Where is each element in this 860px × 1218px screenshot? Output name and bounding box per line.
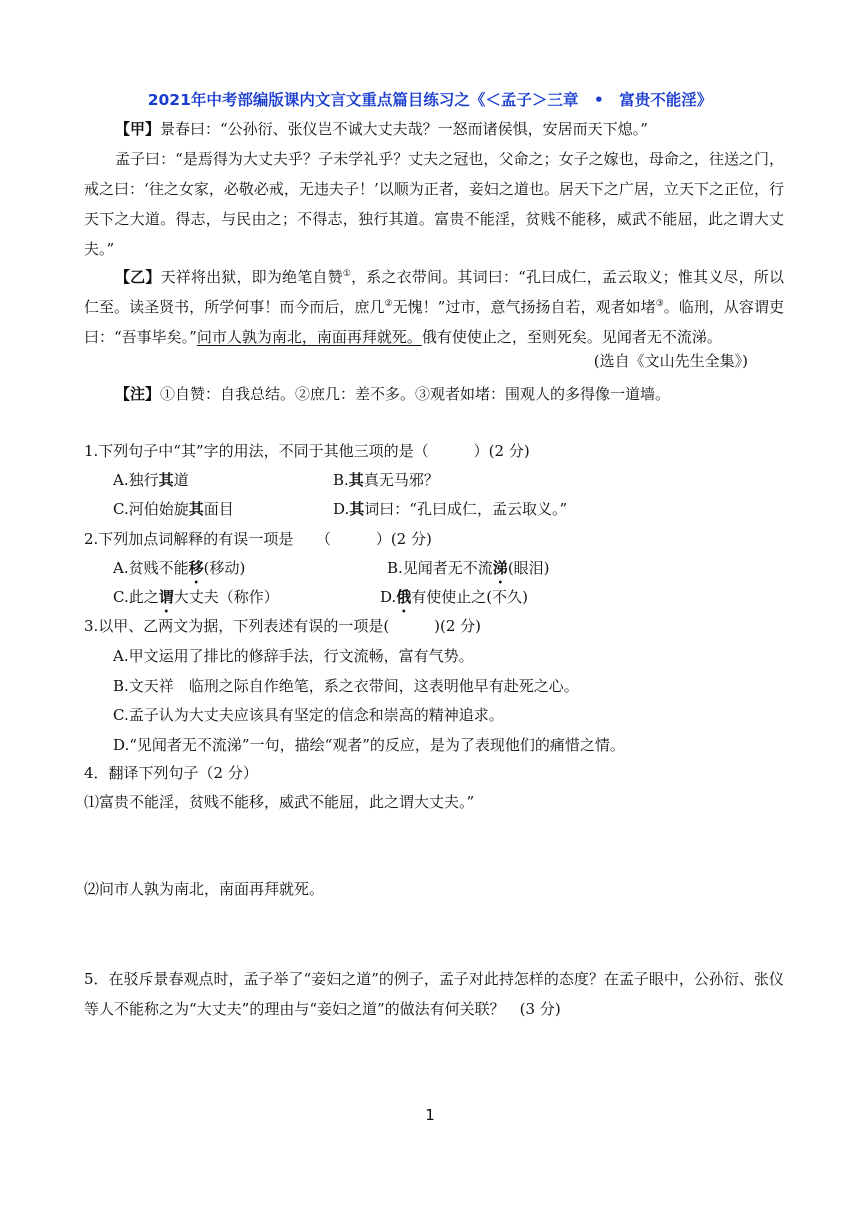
note-text: ①自赞：自我总结。②庶几：差不多。③观者如堵：围观人的多得像一道墙。 bbox=[160, 385, 671, 403]
underlined-sentence: 问市人孰为南北，南面再拜就死。 bbox=[196, 328, 422, 346]
source-citation: (选自《文山先生全集》) bbox=[593, 352, 748, 370]
q3-option-c: C.孟子认为大丈夫应该具有坚定的信念和崇高的精神追求。 bbox=[113, 706, 504, 724]
passage-jia-intro bbox=[84, 114, 784, 144]
q1-option-c: C.河伯始旋其面目 bbox=[113, 500, 234, 518]
label-jia: 【甲】 bbox=[115, 120, 161, 138]
q2-option-d: D.俄有使使止之(不久) bbox=[380, 588, 528, 606]
q1-option-b: B.其真无马邪？ bbox=[333, 471, 439, 489]
q4-sentence-2: ⑵问市人孰为南北，南面再拜就死。 bbox=[84, 880, 325, 898]
document-title: 2021年中考部编版课内文言文重点篇目练习之《＜孟子＞三章 • 富贵不能淫》 bbox=[147, 91, 713, 109]
passage-yi bbox=[84, 262, 784, 352]
page-number: 1 bbox=[425, 1106, 435, 1124]
question-2-stem: 2.下列加点词解释的有误一项是 （ ）(2 分) bbox=[84, 530, 432, 548]
yi-text-4: 。临刑，从容谓吏曰：“吾事毕矣。” bbox=[84, 298, 784, 346]
yi-text-3: 无愧！”过市，意气扬扬自若，观者如堵 bbox=[392, 298, 656, 316]
q4-sentence-1: ⑴富贵不能淫，贫贱不能移，威武不能屈，此之谓大丈夫。” bbox=[84, 793, 475, 811]
question-1-stem: 1.下列句子中“其”字的用法，不同于其他三项的是（ ）(2 分) bbox=[84, 442, 530, 460]
yi-text-5: 俄有使使止之，至则死矣。见闻者无不流涕。 bbox=[421, 328, 722, 346]
q3-option-b: B.文天祥 临刑之际自作绝笔，系之衣带间，这表明他早有赴死之心。 bbox=[113, 677, 579, 695]
q2-option-c: C.此之谓大丈夫（称作） bbox=[113, 588, 279, 606]
q2-option-a: A.贫贱不能移(移动) bbox=[113, 559, 246, 577]
question-4-stem: 4．翻译下列句子（2 分） bbox=[84, 764, 258, 782]
q1-option-d: D.其词曰：“孔曰成仁，孟云取义。” bbox=[333, 500, 568, 518]
question-3-stem: 3.以甲、乙两文为据，下列表述有误的一项是( )(2 分) bbox=[84, 617, 482, 635]
jia-p1-text: 景春曰：“公孙衍、张仪岂不诚大丈夫哉？一怒而诸侯惧，安居而天下熄。” bbox=[160, 120, 648, 138]
passage-jia-body: 孟子曰：“是焉得为大丈夫乎？子未学礼乎？丈夫之冠也，父命之；女子之嫁也，母命之，往送之门，戒之曰：‘往之女家，必敬必戒，无违夫子！’以顺为正者，妾妇之道也。居天下之广居，立天下之正位，行天下之大道。得志，与民由之；不得志，独行其道。富贵不能淫，贫贱不能移，威武不能屈，此之谓大丈夫。” bbox=[84, 150, 784, 258]
q3-option-a: A.甲文运用了排比的修辞手法，行文流畅，富有气势。 bbox=[113, 647, 474, 665]
q2-option-b: B.见闻者无不流涕(眼泪) bbox=[387, 559, 550, 577]
annotation-note bbox=[84, 379, 784, 409]
q1-option-a: A.独行其道 bbox=[113, 471, 189, 489]
note-ref-3: ③ bbox=[655, 299, 664, 309]
yi-text-2: ，系之衣带间。其词曰：“孔曰成仁，孟云取义；惟其义尽，所以仁至。读圣贤书，所学何事！而今而后，庶几 bbox=[84, 268, 784, 316]
note-ref-1: ① bbox=[342, 269, 352, 279]
yi-text-1: 天祥将出狱，即为绝笔自赞 bbox=[160, 268, 343, 286]
label-yi: 【乙】 bbox=[115, 268, 161, 286]
q3-option-d: D.“见闻者无不流涕”一句，描绘“观者”的反应，是为了表现他们的痛惜之情。 bbox=[113, 736, 625, 754]
question-5-stem: 5．在驳斥景春观点时，孟子举了“妾妇之道”的例子，孟子对此持怎样的态度？在孟子眼中，公孙衍、张仪等人不能称之为“大丈夫”的理由与“妾妇之道”的做法有何关联？ (3 分) bbox=[84, 970, 784, 1018]
note-ref-2: ② bbox=[384, 299, 393, 309]
label-note: 【注】 bbox=[115, 385, 161, 403]
